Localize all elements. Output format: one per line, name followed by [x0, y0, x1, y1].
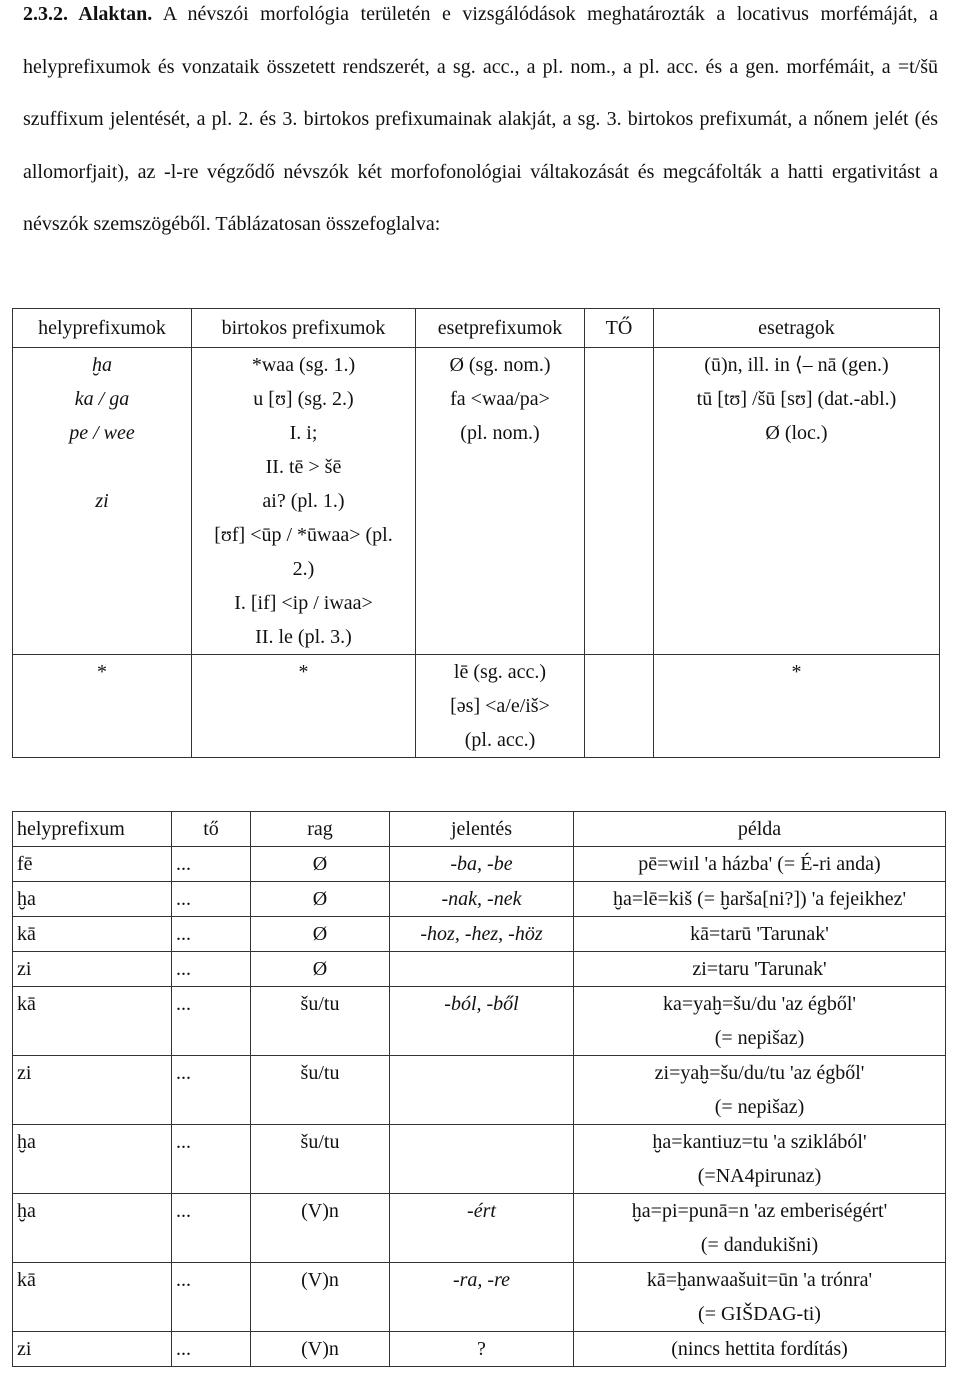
- header-cell: esetprefixumok: [416, 309, 585, 348]
- section-heading: 2.3.2. Alaktan.: [23, 3, 153, 25]
- table-header-row: [13, 309, 940, 348]
- table-row: ḫa ... Ø -nak, -nek ḫa=lē=kiš (= ḫarša[ni?]) 'a fejeikhez': [13, 882, 946, 917]
- header-cell: birtokos prefixumok: [192, 309, 416, 348]
- table-row: fē ... Ø -ba, -be pē=wiɪl 'a házba' (= É-ri anda): [13, 847, 946, 882]
- table-row: ḫa ... šu/tu ḫa=kantiuz=tu 'a sziklából' (=NA4pirunaz): [13, 1125, 946, 1194]
- table-row: 2.): [13, 552, 940, 586]
- table-row: ḫa *waa (sg. 1.) Ø (sg. nom.) (ū)n, ill. in ⟨– nā (gen.): [13, 348, 940, 383]
- paragraph-text: 2.3.2. Alaktan. A névszói morfológia területén e vizsgálódások meghatározták a locativus morfémáját, a helyprefixumok és vonzataik összetett rendszerét, a sg. acc., a pl. nom., a pl. acc. és a gen. morfémáit, a =t/šū szuffixum jelentését, a pl. 2. és 3. birtokos prefixumainak alakját, a sg. 3. birtokos prefixumát, a nőnem jelét (és allomorfjait), az -l-re végződő névszók két morfofonológiai váltakozását és megcáfolták a hatti ergativitást a névszók szemszögéből. Táblázatosan összefoglalva:: [23, 3, 938, 235]
- locative-table: [12, 811, 946, 1367]
- table-row: kā ... Ø -hoz, -hez, -höz kā=tarū 'Tarunak': [13, 917, 946, 952]
- table-row: II. tē > šē: [13, 450, 940, 484]
- table-row: kā ... (V)n -ra, -re kā=ḫanwaašuit=ūn 'a trónra' (= GIŠDAG-ti): [13, 1263, 946, 1332]
- table-row: pe / wee I. i; (pl. nom.) Ø (loc.): [13, 416, 940, 450]
- prefix-table: [12, 308, 940, 758]
- table-row: [ʊf] <ūp / *ūwaa> (pl.: [13, 518, 940, 552]
- table-row: * * lē (sg. acc.) *: [13, 655, 940, 690]
- table-row: zi ... Ø zi=taru 'Tarunak': [13, 952, 946, 987]
- table-header-row: helyprefixum tő rag jelentés példa: [13, 812, 946, 847]
- table-row: zi ... (V)n ? (nincs hettita fordítás): [13, 1332, 946, 1367]
- header-cell: esetragok: [654, 309, 940, 348]
- table-row: I. [if] <ip / iwaa>: [13, 586, 940, 620]
- header-cell: helyprefixumok: [13, 309, 192, 348]
- intro-paragraph: [23, 0, 938, 251]
- table-row: zi ai? (pl. 1.): [13, 484, 940, 518]
- table-row: [əs] <a/e/iš>: [13, 689, 940, 723]
- table-row: II. le (pl. 3.): [13, 620, 940, 655]
- table-row: (pl. acc.): [13, 723, 940, 758]
- table-row: ka / ga u [ʊ] (sg. 2.) fa <waa/pa> tū [tʊ] /šū [sʊ] (dat.-abl.): [13, 382, 940, 416]
- header-cell: TŐ: [585, 309, 654, 348]
- table-row: zi ... šu/tu zi=yaḫ=šu/du/tu 'az égből' (= nepišaz): [13, 1056, 946, 1125]
- table-row: kā ... šu/tu -ból, -ből ka=yaḫ=šu/du 'az égből' (= nepišaz): [13, 987, 946, 1056]
- table-row: ḫa ... (V)n -ért ḫa=pi=punā=n 'az emberiségért' (= dandukišni): [13, 1194, 946, 1263]
